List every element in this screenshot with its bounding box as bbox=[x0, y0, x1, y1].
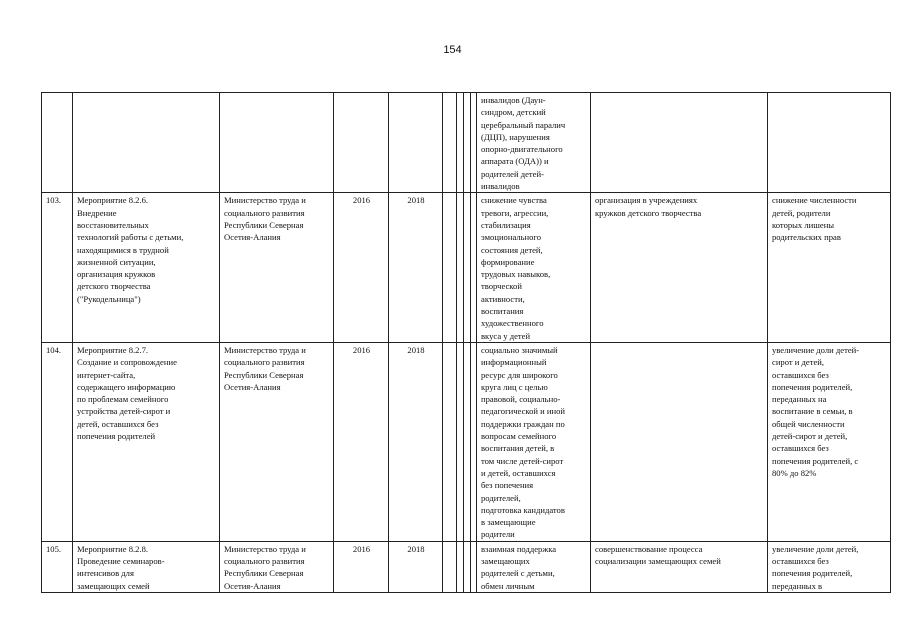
event-description-cell bbox=[73, 342, 220, 541]
executor-line: Осетия-Алания bbox=[224, 232, 281, 243]
program-events-table bbox=[41, 92, 891, 593]
executor-line: Осетия-Алания bbox=[224, 580, 281, 591]
expected-result-line: аппарата (ОДА)) и bbox=[481, 156, 549, 167]
table-row bbox=[42, 342, 891, 541]
event-description-line: по проблемам семейного bbox=[77, 394, 169, 405]
start-year-cell: 2016 bbox=[334, 193, 389, 343]
event-description-line: Мероприятие 8.2.8. bbox=[77, 543, 149, 554]
event-description-line: детского творчества bbox=[77, 281, 151, 292]
table-row bbox=[42, 541, 891, 592]
executor-line: Республики Северная bbox=[224, 568, 304, 579]
target-indicator-line: переданных на bbox=[772, 394, 827, 405]
expected-result-line: синдром, детский bbox=[481, 107, 546, 118]
empty-column-a-cell bbox=[443, 93, 457, 193]
event-description-cell bbox=[73, 541, 220, 592]
target-indicator-line: детей-сирот и детей, bbox=[772, 431, 848, 442]
start-year-cell: 2016 bbox=[334, 342, 389, 541]
expected-result-cell bbox=[477, 93, 591, 193]
event-description-line: интенсивов для bbox=[77, 568, 134, 579]
expected-result-line: круга лиц с целью bbox=[481, 381, 548, 392]
expected-result-line: социально значимый bbox=[481, 344, 558, 355]
start-year-cell: 2016 bbox=[334, 541, 389, 592]
expected-result-line: том числе детей-сирот bbox=[481, 455, 564, 466]
executor-line: Осетия-Алания bbox=[224, 381, 281, 392]
target-indicator-line: оставшихся без bbox=[772, 443, 829, 454]
expected-result-line: информационный bbox=[481, 357, 547, 368]
main-directions-cell bbox=[591, 93, 768, 193]
target-indicator-line: попечения родителей, bbox=[772, 568, 853, 579]
end-year-cell: 2018 bbox=[389, 342, 443, 541]
target-indicator-line: детей, родители bbox=[772, 207, 831, 218]
empty-column-b-cell bbox=[457, 342, 464, 541]
target-indicator-line: родительских прав bbox=[772, 232, 841, 243]
empty-column-c-cell bbox=[464, 193, 471, 343]
expected-result-line: родителей детей- bbox=[481, 168, 544, 179]
expected-result-line: поддержки граждан по bbox=[481, 418, 565, 429]
executor-line: Министерство труда и bbox=[224, 344, 306, 355]
target-indicator-line: переданных в bbox=[772, 580, 823, 591]
table-row bbox=[42, 193, 891, 343]
row-number-cell bbox=[42, 342, 73, 541]
end-year-cell: 2018 bbox=[389, 541, 443, 592]
expected-result-line: трудовых навыков, bbox=[481, 269, 551, 280]
event-description-line: организация кружков bbox=[77, 269, 156, 280]
expected-result-cell bbox=[477, 541, 591, 592]
expected-result-line: снижение чувства bbox=[481, 195, 547, 206]
expected-result-line: родителей, bbox=[481, 492, 521, 503]
target-indicator-line: попечения родителей, с bbox=[772, 455, 859, 466]
target-indicator-line: снижение численности bbox=[772, 195, 857, 206]
target-indicator-line: оставшихся без bbox=[772, 555, 829, 566]
expected-result-line: взаимная поддержка bbox=[481, 543, 557, 554]
expected-result-line: вопросам семейного bbox=[481, 431, 557, 442]
row-number-line: 103. bbox=[46, 195, 62, 206]
expected-result-line: ресурс для широкого bbox=[481, 369, 558, 380]
executor-line: Республики Северная bbox=[224, 369, 304, 380]
event-description-line: устройства детей-сирот и bbox=[77, 406, 171, 417]
target-indicator-line: попечения родителей, bbox=[772, 381, 853, 392]
expected-result-line: замещающих bbox=[481, 555, 530, 566]
event-description-line: Мероприятие 8.2.7. bbox=[77, 344, 149, 355]
event-description-line: попечения родителей bbox=[77, 431, 156, 442]
empty-column-c-cell bbox=[464, 342, 471, 541]
event-description-line: находящимися в трудной bbox=[77, 244, 169, 255]
expected-result-line: родителей с детьми, bbox=[481, 568, 555, 579]
empty-column-b-cell bbox=[457, 193, 464, 343]
main-directions-cell bbox=[591, 541, 768, 592]
event-description-cell bbox=[73, 193, 220, 343]
event-description-line: технологий работы с детьми, bbox=[77, 232, 184, 243]
target-indicator-cell bbox=[768, 541, 891, 592]
expected-result-line: воспитания bbox=[481, 306, 524, 317]
executor-line: Министерство труда и bbox=[224, 195, 306, 206]
target-indicator-cell bbox=[768, 93, 891, 193]
expected-result-line: (ДЦП), нарушения bbox=[481, 131, 550, 142]
event-description-line: Создание и сопровождение bbox=[77, 357, 177, 368]
main-directions-line: совершенствование процесса bbox=[595, 543, 703, 554]
executor-line: социального развития bbox=[224, 357, 305, 368]
target-indicator-line: 80% до 82% bbox=[772, 467, 817, 478]
executor-cell bbox=[220, 541, 334, 592]
empty-column-c-cell bbox=[464, 93, 471, 193]
event-description-line: Мероприятие 8.2.6. bbox=[77, 195, 149, 206]
table-row bbox=[42, 93, 891, 193]
event-description-line: Проведение семинаров- bbox=[77, 555, 165, 566]
target-indicator-line: увеличение доли детей, bbox=[772, 543, 859, 554]
row-number-cell bbox=[42, 193, 73, 343]
expected-result-line: активности, bbox=[481, 293, 525, 304]
event-description-line: детей, оставшихся без bbox=[77, 418, 159, 429]
end-year-cell: 2018 bbox=[389, 193, 443, 343]
expected-result-line: без попечения bbox=[481, 480, 534, 491]
end-year-cell bbox=[389, 93, 443, 193]
expected-result-line: обмен личным bbox=[481, 580, 535, 591]
event-description-line: жизненной ситуации, bbox=[77, 256, 156, 267]
expected-result-line: стабилизация bbox=[481, 219, 531, 230]
target-indicator-line: оставшихся без bbox=[772, 369, 829, 380]
target-indicator-line: общей численности bbox=[772, 418, 845, 429]
expected-result-line: инвалидов bbox=[481, 181, 520, 192]
main-directions-cell bbox=[591, 342, 768, 541]
executor-line: Министерство труда и bbox=[224, 543, 306, 554]
expected-result-line: творческой bbox=[481, 281, 522, 292]
empty-column-c-cell bbox=[464, 541, 471, 592]
expected-result-cell bbox=[477, 342, 591, 541]
empty-column-a-cell bbox=[443, 541, 457, 592]
expected-result-line: формирование bbox=[481, 256, 535, 267]
expected-result-line: подготовка кандидатов bbox=[481, 504, 565, 515]
target-indicator-cell bbox=[768, 342, 891, 541]
expected-result-line: церебральный паралич bbox=[481, 119, 566, 130]
event-description-line: восстановительных bbox=[77, 219, 149, 230]
target-indicator-line: увеличение доли детей- bbox=[772, 344, 860, 355]
executor-cell bbox=[220, 342, 334, 541]
row-number-cell bbox=[42, 93, 73, 193]
empty-column-b-cell bbox=[457, 93, 464, 193]
row-number-line: 105. bbox=[46, 543, 62, 554]
executor-line: социального развития bbox=[224, 555, 305, 566]
event-description-line: интернет-сайта, bbox=[77, 369, 136, 380]
expected-result-line: художественного bbox=[481, 318, 544, 329]
executor-cell bbox=[220, 93, 334, 193]
main-directions-cell bbox=[591, 193, 768, 343]
expected-result-line: правовой, социально- bbox=[481, 394, 561, 405]
empty-column-a-cell bbox=[443, 342, 457, 541]
target-indicator-line: сирот и детей, bbox=[772, 357, 825, 368]
expected-result-line: опорно-двигательного bbox=[481, 144, 563, 155]
event-description-line: ("Рукодельница") bbox=[77, 293, 141, 304]
target-indicator-line: воспитание в семьи, в bbox=[772, 406, 853, 417]
empty-column-b-cell bbox=[457, 541, 464, 592]
target-indicator-line: которых лишены bbox=[772, 219, 835, 230]
row-number-line: 104. bbox=[46, 344, 62, 355]
executor-line: Республики Северная bbox=[224, 219, 304, 230]
event-description-line: замещающих семей bbox=[77, 580, 150, 591]
target-indicator-cell bbox=[768, 193, 891, 343]
page-number: 154 bbox=[443, 44, 462, 56]
expected-result-line: воспитания детей, в bbox=[481, 443, 555, 454]
executor-line: социального развития bbox=[224, 207, 305, 218]
expected-result-line: педагогической и иной bbox=[481, 406, 566, 417]
main-directions-line: организация в учреждениях bbox=[595, 195, 698, 206]
event-description-cell bbox=[73, 93, 220, 193]
executor-cell bbox=[220, 193, 334, 343]
start-year-cell bbox=[334, 93, 389, 193]
expected-result-line: вкуса у детей bbox=[481, 330, 531, 341]
expected-result-line: и детей, оставшихся bbox=[481, 467, 556, 478]
event-description-line: Внедрение bbox=[77, 207, 117, 218]
event-description-line: содержащего информацию bbox=[77, 381, 176, 392]
expected-result-line: эмоционального bbox=[481, 232, 542, 243]
main-directions-line: кружков детского творчества bbox=[595, 207, 702, 218]
expected-result-line: инвалидов (Даун- bbox=[481, 95, 546, 105]
expected-result-line: в замещающие bbox=[481, 517, 536, 528]
row-number-cell bbox=[42, 541, 73, 592]
expected-result-cell bbox=[477, 193, 591, 343]
expected-result-line: тревоги, агрессии, bbox=[481, 207, 549, 218]
expected-result-line: родители bbox=[481, 529, 515, 540]
expected-result-line: состояния детей, bbox=[481, 244, 543, 255]
empty-column-a-cell bbox=[443, 193, 457, 343]
main-directions-line: социализации замещающих семей bbox=[595, 555, 721, 566]
